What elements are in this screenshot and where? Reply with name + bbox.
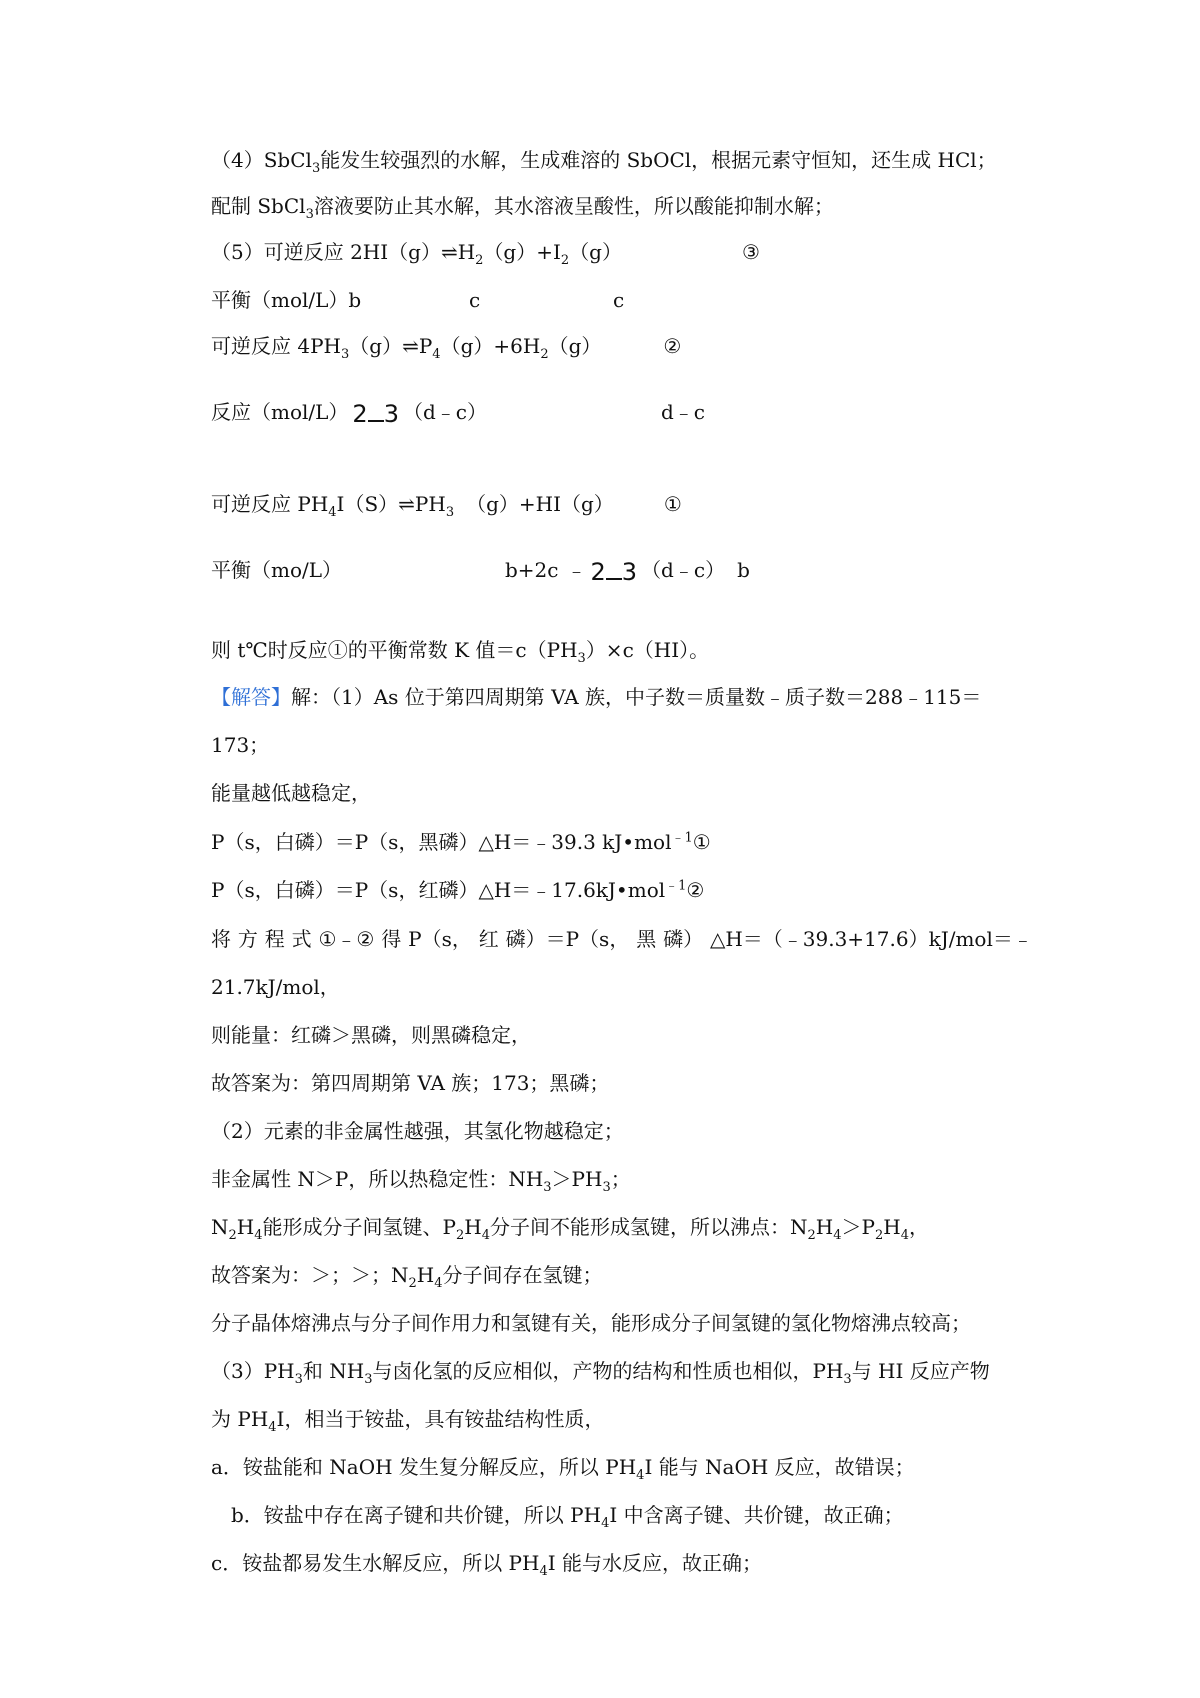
text-line: 故答案为：＞；＞；$N_2H_4$分子间存在氢键； bbox=[211, 1263, 603, 1291]
circled-number: ③ bbox=[742, 240, 760, 264]
text-line: （4）SbCl$_3$能发生较强烈的水解，生成难溶的 SbOCl，根据元素守恒知，还生成 HCl； bbox=[211, 148, 997, 176]
text-line: 分子晶体熔沸点与分子间作用力和氢键有关，能形成分子间氢键的氢化物熔沸点较高； bbox=[211, 1311, 971, 1335]
text-line: 则能量：红磷＞黑磷，则黑磷稳定， bbox=[211, 1023, 531, 1047]
equation-line: 反应（mol/L） 2 3 （d﹣c） d﹣c bbox=[211, 399, 706, 428]
justified-text-line: 将 方 程 式 ①﹣② 得 P（s， 红 磷）＝P（s， 黑 磷） △H＝（﹣39.3+17.6）kJ/mol＝﹣ bbox=[211, 927, 1033, 951]
fraction: 2 3 bbox=[590, 557, 638, 586]
text-line: 非金属性 N＞P，所以热稳定性：$NH_3>PH_3$； bbox=[211, 1167, 631, 1195]
equation-line: （5）可逆反应 $2HI(g)\rightleftharpoons H_2(g)+I_2(g)$ ③ bbox=[211, 240, 760, 268]
equation-line: P（s，白磷）＝P（s，红磷）△H＝﹣17.6kJ•mol$^{﹣1}$② bbox=[211, 878, 705, 902]
equation-line: 可逆反应 $PH_4I(S)\rightleftharpoons PH_3$ （g）+HI（g） ① bbox=[211, 492, 682, 520]
answer-tag: 【解答】 bbox=[211, 685, 291, 709]
equation-line: 平衡（mol/L）b c c bbox=[211, 288, 625, 312]
expression: b+2c ﹣ 2 3 （d﹣c） b bbox=[505, 557, 750, 586]
text-line: a．铵盐能和 NaOH 发生复分解反应，所以 $PH_4I$ 能与 NaOH 反应，故错误； bbox=[211, 1455, 915, 1483]
circled-number: ① bbox=[663, 492, 682, 516]
text-line: 173； bbox=[211, 733, 270, 757]
text-line: 【解答】解：（1）As 位于第四周期第 VA 族，中子数＝质量数﹣质子数＝288﹣115＝ bbox=[211, 685, 982, 709]
fraction: 2 3 bbox=[352, 399, 399, 428]
text-line: （2）元素的非金属性越强，其氢化物越稳定； bbox=[211, 1119, 624, 1143]
text-line: c．铵盐都易发生水解反应，所以 $PH_4I$ 能与水反应，故正确； bbox=[211, 1551, 763, 1579]
text-line: 配制 SbCl$_3$溶液要防止其水解，其水溶液呈酸性，所以酸能抑制水解； bbox=[211, 194, 834, 222]
text-line: 能量越低越稳定， bbox=[211, 781, 371, 805]
text-line: 为 $PH_4I$，相当于铵盐，具有铵盐结构性质， bbox=[211, 1407, 605, 1435]
text-line: $(3)PH_3$和 $NH_3$与卤化氢的反应相似，产物的结构和性质也相似，$PH_3$与 HI 反应产物 bbox=[211, 1359, 990, 1387]
text-line: $N_2H_4$能形成分子间氢键、$P_2H_4$分子间不能形成氢键，所以沸点：$N_2H_4>P_2H_4$， bbox=[211, 1215, 929, 1243]
equation-line: 平衡（mo/L） b+2c ﹣ 2 3 （d﹣c） b bbox=[211, 542, 342, 598]
text-line: 21.7kJ/mol， bbox=[211, 975, 340, 999]
text-line: 故答案为：第四周期第 VA 族；173；黑磷； bbox=[211, 1071, 610, 1095]
equation-line: 可逆反应 $4PH_3(g)\rightleftharpoons P_4(g)+6H_2(g)$ ② bbox=[211, 334, 682, 362]
circled-number: ② bbox=[663, 334, 682, 358]
text-line: 则 t℃时反应①的平衡常数 K 值$=c(PH_3)\times c(HI)$。 bbox=[211, 638, 710, 666]
equation-line: P（s，白磷）＝P（s，黑磷）△H＝﹣39.3 kJ•mol$^{﹣1}$① bbox=[211, 830, 711, 854]
text-line: b．铵盐中存在离子键和共价键，所以 $PH_4I$ 中含离子键、共价键，故正确； bbox=[231, 1503, 904, 1531]
